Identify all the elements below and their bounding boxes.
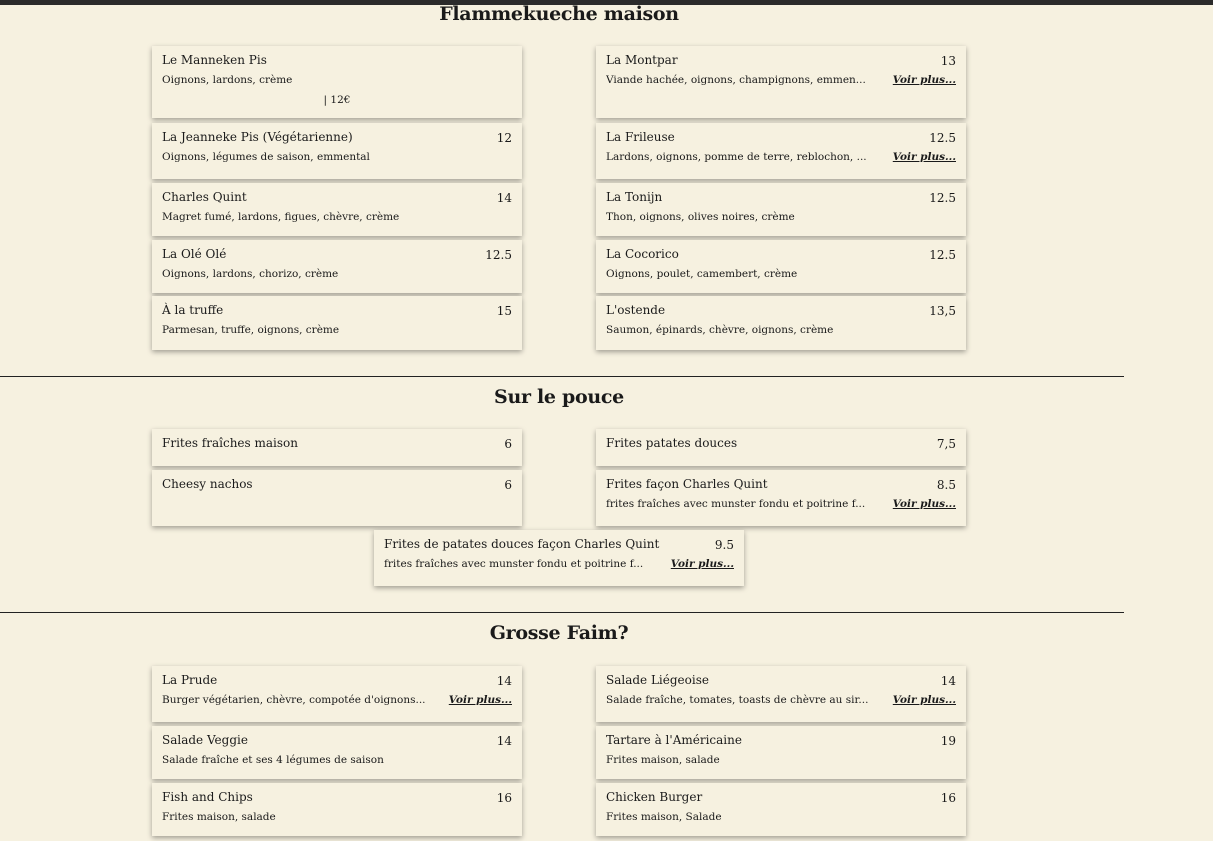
item-name: La Frileuse bbox=[606, 130, 675, 144]
item-description: Oignons, légumes de saison, emmental bbox=[162, 151, 370, 163]
item-description: Salade fraîche, tomates, toasts de chèvre au sir... bbox=[606, 694, 869, 706]
menu-item-card[interactable] bbox=[152, 726, 522, 779]
item-price: 16 bbox=[940, 791, 956, 805]
item-name: Tartare à l'Américaine bbox=[606, 733, 742, 747]
item-name: Charles Quint bbox=[162, 190, 247, 204]
item-name: L'ostende bbox=[606, 303, 666, 317]
item-description: Viande hachée, oignons, champignons, emmen... bbox=[606, 74, 866, 86]
menu-item-card[interactable] bbox=[596, 123, 966, 179]
item-description: Lardons, oignons, pomme de terre, reblochon, ... bbox=[606, 151, 867, 163]
item-price: 6 bbox=[504, 478, 512, 492]
item-description: Burger végétarien, chèvre, compotée d'oignons... bbox=[162, 694, 426, 706]
menu-item-card[interactable] bbox=[596, 783, 966, 836]
menu-item-card[interactable] bbox=[596, 183, 966, 236]
menu-item-card[interactable] bbox=[152, 46, 522, 118]
item-name: Cheesy nachos bbox=[162, 477, 253, 491]
item-price: 14 bbox=[496, 674, 512, 688]
menu-item-card[interactable] bbox=[596, 726, 966, 779]
item-price: 16 bbox=[496, 791, 512, 805]
item-description: Oignons, lardons, crème bbox=[162, 74, 293, 86]
menu-item-card[interactable] bbox=[596, 429, 966, 466]
menu-item-card[interactable] bbox=[152, 296, 522, 350]
voir-plus-link[interactable]: Voir plus... bbox=[892, 74, 956, 86]
item-price: 14 bbox=[496, 191, 512, 205]
item-name: Fish and Chips bbox=[162, 790, 253, 804]
item-price: 14 bbox=[940, 674, 956, 688]
item-name: Frites fraîches maison bbox=[162, 436, 298, 450]
item-description: Oignons, lardons, chorizo, crème bbox=[162, 268, 339, 280]
item-name: À la truffe bbox=[162, 303, 224, 317]
item-price: 12.5 bbox=[929, 248, 956, 262]
section-title-flammekueche: Flammekueche maison bbox=[439, 3, 679, 25]
item-description: Magret fumé, lardons, figues, chèvre, crème bbox=[162, 211, 400, 223]
menu-item-card[interactable] bbox=[152, 123, 522, 179]
section-divider bbox=[0, 376, 1124, 377]
item-description: Saumon, épinards, chèvre, oignons, crème bbox=[606, 324, 834, 336]
item-price: 12.5 bbox=[929, 191, 956, 205]
item-price: | 12€ bbox=[323, 94, 351, 106]
item-description: Frites maison, Salade bbox=[606, 811, 722, 823]
menu-item-card[interactable] bbox=[596, 240, 966, 293]
item-price: 9.5 bbox=[714, 538, 734, 552]
item-description: Parmesan, truffe, oignons, crème bbox=[162, 324, 340, 336]
section-title-sur-le-pouce: Sur le pouce bbox=[494, 386, 624, 408]
menu-item-card[interactable] bbox=[152, 240, 522, 293]
section-divider bbox=[0, 612, 1124, 613]
item-name: La Tonijn bbox=[606, 190, 663, 204]
item-description: frites fraîches avec munster fondu et poitrine f... bbox=[606, 498, 866, 510]
item-name: La Cocorico bbox=[606, 247, 679, 261]
item-price: 19 bbox=[940, 734, 956, 748]
item-price: 13 bbox=[940, 54, 956, 68]
item-name: Frites de patates douces façon Charles Quint bbox=[384, 537, 660, 551]
item-name: Salade Veggie bbox=[162, 733, 248, 747]
item-price: 12.5 bbox=[485, 248, 512, 262]
item-price: 14 bbox=[496, 734, 512, 748]
section-title-grosse-faim: Grosse Faim? bbox=[489, 622, 629, 644]
menu-item-card[interactable] bbox=[596, 46, 966, 118]
item-name: Salade Liégeoise bbox=[606, 673, 709, 687]
voir-plus-link[interactable]: Voir plus... bbox=[892, 151, 956, 163]
menu-item-card[interactable] bbox=[596, 296, 966, 350]
voir-plus-link[interactable]: Voir plus... bbox=[448, 694, 512, 706]
menu-item-card[interactable] bbox=[152, 666, 522, 722]
item-name: Chicken Burger bbox=[606, 790, 703, 804]
menu-item-card[interactable] bbox=[152, 429, 522, 466]
item-price: 13,5 bbox=[929, 304, 956, 318]
item-name: Frites patates douces bbox=[606, 436, 738, 450]
menu-item-card[interactable] bbox=[374, 530, 744, 586]
item-price: 7,5 bbox=[936, 437, 956, 451]
item-price: 12 bbox=[496, 131, 512, 145]
item-name: La Jeanneke Pis (Végétarienne) bbox=[162, 130, 353, 144]
item-name: La Montpar bbox=[606, 53, 678, 67]
voir-plus-link[interactable]: Voir plus... bbox=[892, 498, 956, 510]
item-description: frites fraîches avec munster fondu et poitrine f... bbox=[384, 558, 644, 570]
voir-plus-link[interactable]: Voir plus... bbox=[892, 694, 956, 706]
item-description: Thon, oignons, olives noires, crème bbox=[606, 211, 795, 223]
menu-item-card[interactable] bbox=[596, 666, 966, 722]
item-name: Frites façon Charles Quint bbox=[606, 477, 768, 491]
item-name: La Prude bbox=[162, 673, 218, 687]
item-price: 12.5 bbox=[929, 131, 956, 145]
menu-item-card[interactable] bbox=[152, 783, 522, 836]
item-price: 8.5 bbox=[936, 478, 956, 492]
item-description: Frites maison, salade bbox=[606, 754, 720, 766]
menu-item-card[interactable] bbox=[152, 183, 522, 236]
item-description: Salade fraîche et ses 4 légumes de saison bbox=[162, 754, 384, 766]
item-name: La Olé Olé bbox=[162, 247, 227, 261]
item-name: Le Manneken Pis bbox=[162, 53, 267, 67]
item-description: Oignons, poulet, camembert, crème bbox=[606, 268, 798, 280]
item-description: Frites maison, salade bbox=[162, 811, 276, 823]
menu-item-card[interactable] bbox=[596, 470, 966, 526]
item-price: 6 bbox=[504, 437, 512, 451]
voir-plus-link[interactable]: Voir plus... bbox=[670, 558, 734, 570]
item-price: 15 bbox=[496, 304, 512, 318]
menu-item-card[interactable] bbox=[152, 470, 522, 526]
